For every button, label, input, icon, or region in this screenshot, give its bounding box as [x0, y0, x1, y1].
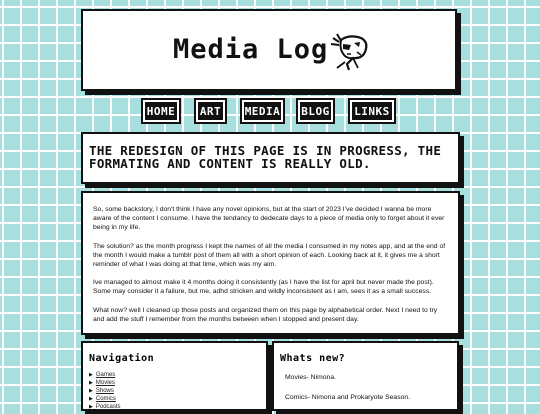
- triangle-bullet-icon: ▶: [89, 380, 93, 386]
- redesign-notice: THE REDESIGN OF THIS PAGE IS IN PROGRESS, THE FORMATING AND CONTENT IS REALLY OLD.: [89, 143, 442, 171]
- news-item: Movies- Nimona.: [285, 374, 336, 381]
- intro-paragraph: What now? well I cleaned up those posts and organized them on this page by alphabetical order. Next I need to try and add the stuff I remember from the months between when I stopped and present day.: [93, 306, 438, 323]
- triangle-bullet-icon: ▶: [89, 396, 93, 402]
- nav-links-button[interactable]: LINKS: [350, 100, 394, 122]
- header-panel: [81, 9, 457, 91]
- site-title: Media Log: [173, 34, 329, 65]
- list-item: [89, 387, 121, 395]
- triangle-bullet-icon: ▶: [89, 404, 93, 410]
- navigation-title: Navigation: [89, 353, 155, 364]
- intro-panel: [81, 191, 460, 335]
- nav-art-button[interactable]: ART: [196, 100, 225, 122]
- list-item: [89, 403, 121, 411]
- nav-blog-button[interactable]: BLOG: [298, 100, 333, 122]
- triangle-bullet-icon: ▶: [89, 388, 93, 394]
- nav-link-podcasts[interactable]: Podcasts: [95, 404, 121, 410]
- intro-paragraph: The solution? as the month progress I kept the names of all the media I consumed in my notes app, and at the end of the month I would make a tumblr post of them all with a short opinion of each. Looking back at it, it gives me a short reminder of what I was doing at that time, which was my aim.: [93, 242, 446, 269]
- nav-link-shows[interactable]: Shows: [95, 388, 114, 394]
- triangle-bullet-icon: ▶: [89, 372, 93, 378]
- list-item: [89, 379, 121, 387]
- navigation-panel: [81, 341, 268, 411]
- nav-media-button[interactable]: MEDIA: [242, 100, 283, 122]
- cat-skull-doodle-icon: [327, 28, 371, 72]
- notice-panel: [81, 132, 460, 184]
- nav-link-games[interactable]: Games: [95, 372, 116, 378]
- news-item: Comics- Nimona and Prokaryote Season.: [285, 394, 411, 401]
- whats-new-title: Whats new?: [280, 353, 346, 364]
- list-item: [89, 395, 121, 403]
- nav-link-movies[interactable]: Movies: [95, 380, 115, 386]
- intro-paragraph: So, some backstory, I don't think I have any novel opinions, but at the start of 2023 I've decided I wanna be more aware of the content I consume. I have the tendancy to dedecate days to a piece of media only to forget about it ever being in my life.: [93, 206, 445, 232]
- intro-paragraph: Ive managed to almost make it 4 months doing it consistently (as I have the list for april but never made the post). Some may consider it a failure, but me, adhd stricken and wildly inconsistent as I am, sees it as a small success.: [93, 279, 434, 296]
- whats-new-panel: [272, 341, 459, 411]
- nav-home-button[interactable]: HOME: [143, 100, 179, 122]
- list-item: [89, 371, 121, 379]
- navigation-list: [89, 371, 121, 411]
- nav-link-comics[interactable]: Comics: [95, 396, 116, 402]
